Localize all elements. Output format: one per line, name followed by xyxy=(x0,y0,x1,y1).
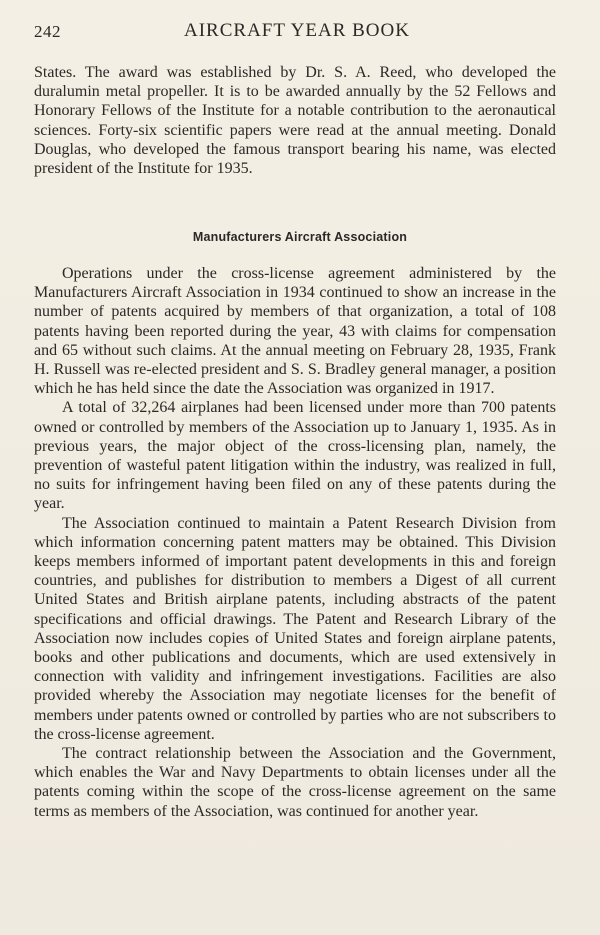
paragraph-patent-research: The Association continued to maintain a Patent Research Division from which information concerning patent matters may be obtained. This Division keeps members informed of important patent developments in this and foreign countries, and publishes for distribution to members a Digest of all current United States and British airplane patents, including abstracts of the patent specifications and official drawings. The Patent and Research Library of the Association now includes copies of United States and foreign airplane patents, books and other publications and documents, which are used extensively in connection with validity and infringement investigations. Facilities are also provided whereby the Association may negotiate licenses for the benefit of members under patents owned or controlled by parties who are not subscribers to the cross-license agreement. xyxy=(34,514,556,743)
section-heading: Manufacturers Aircraft Association xyxy=(192,230,408,244)
running-head: AIRCRAFT YEAR BOOK xyxy=(184,20,410,41)
paragraph-airplanes-licensed: A total of 32,264 airplanes had been licensed under more than 700 patents owned or controlled by members of the Association up to January 1, 1935. As in previous years, the major object of the cross-licensing plan, namely, the prevention of wasteful patent litigation within the industry, was realized in full, no suits for infringement having been filed on any of these patents during the year. xyxy=(34,399,556,513)
paragraph-government-contract: The contract relationship between the Association and the Government, which enables the War and Navy Departments to obtain licenses under all the patents coming within the scope of the cross-license agreement on the same terms as members of the Association, was continued for another year. xyxy=(34,745,556,820)
page-number: 242 xyxy=(34,22,61,41)
page-header xyxy=(34,20,566,48)
intro-text-block xyxy=(34,63,556,178)
paragraph-operations: Operations under the cross-license agreement administered by the Manufacturers Aircraft Association in 1934 continued to show an increase in the number of patents acquired by members of that organization, a total of 108 patents having been reported during the year, 43 with claims for compensation and 65 without such claims. At the annual meeting on February 28, 1935, Frank H. Russell was re-elected president and S. S. Bradley general manager, a position which he has held since the date the Association was organized in 1917. xyxy=(34,265,556,398)
section-body xyxy=(34,264,556,821)
intro-paragraph: States. The award was established by Dr. S. A. Reed, who developed the duralumin metal propeller. It is to be awarded annually by the 52 Fellows and Honorary Fellows of the Institute for a notable contribution to the aeronautical sciences. Forty-six scientific papers were read at the annual meeting. Donald Douglas, who developed the famous transport bearing his name, was elected president of the Institute for 1935. xyxy=(34,64,556,178)
